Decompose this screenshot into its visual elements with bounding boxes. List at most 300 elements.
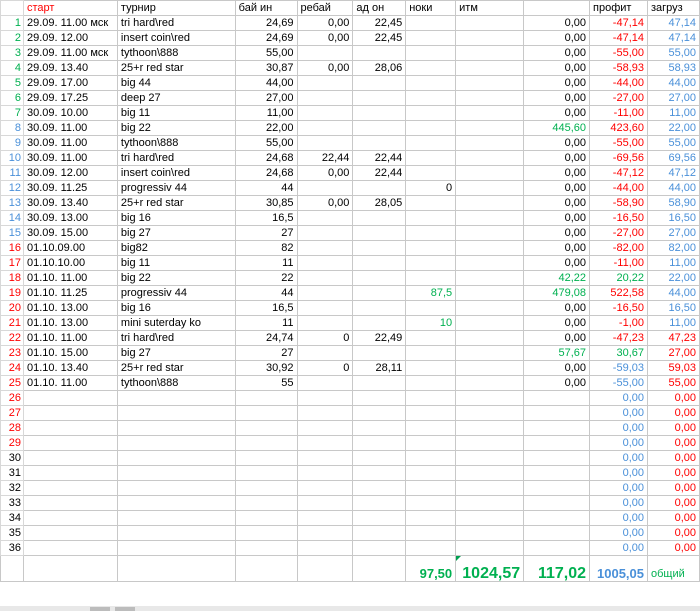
cell-noki[interactable] <box>406 361 456 376</box>
cell-zagruz[interactable]: 69,56 <box>648 151 700 166</box>
cell-addon[interactable]: 28,05 <box>353 196 406 211</box>
cell-spacer[interactable] <box>456 541 524 556</box>
row-number[interactable]: 7 <box>1 106 24 121</box>
cell-rebuy[interactable] <box>297 286 353 301</box>
cell-profit[interactable]: -47,23 <box>590 331 648 346</box>
totals-empty-buyin[interactable] <box>235 556 297 582</box>
cell-buyin[interactable]: 44 <box>235 181 297 196</box>
cell-spacer[interactable] <box>456 76 524 91</box>
cell-rebuy[interactable] <box>297 301 353 316</box>
cell-addon[interactable] <box>353 436 406 451</box>
header-buyin[interactable]: бай ин <box>235 1 297 16</box>
cell-buyin[interactable]: 24,68 <box>235 151 297 166</box>
row-number[interactable]: 4 <box>1 61 24 76</box>
row-number[interactable]: 12 <box>1 181 24 196</box>
cell-noki[interactable] <box>406 166 456 181</box>
cell-itm[interactable]: 0,00 <box>524 91 590 106</box>
cell-spacer[interactable] <box>456 496 524 511</box>
cell-rebuy[interactable]: 0,00 <box>297 166 353 181</box>
cell-itm[interactable]: 57,67 <box>524 346 590 361</box>
cell-start[interactable] <box>23 541 117 556</box>
cell-tour[interactable]: big 27 <box>117 226 235 241</box>
cell-itm[interactable]: 0,00 <box>524 46 590 61</box>
cell-addon[interactable] <box>353 421 406 436</box>
cell-tour[interactable]: big 44 <box>117 76 235 91</box>
cell-zagruz[interactable]: 82,00 <box>648 241 700 256</box>
cell-zagruz[interactable]: 47,12 <box>648 166 700 181</box>
cell-tour[interactable] <box>117 496 235 511</box>
cell-zagruz[interactable]: 0,00 <box>648 481 700 496</box>
header-start[interactable]: старт <box>23 1 117 16</box>
row-number[interactable]: 35 <box>1 526 24 541</box>
cell-itm[interactable]: 0,00 <box>524 166 590 181</box>
cell-zagruz[interactable]: 27,00 <box>648 346 700 361</box>
cell-start[interactable]: 30.09. 11.25 <box>23 181 117 196</box>
cell-zagruz[interactable]: 0,00 <box>648 436 700 451</box>
cell-buyin[interactable]: 24,68 <box>235 166 297 181</box>
cell-zagruz[interactable]: 0,00 <box>648 406 700 421</box>
row-number[interactable]: 24 <box>1 361 24 376</box>
cell-itm[interactable] <box>524 526 590 541</box>
cell-tour[interactable] <box>117 466 235 481</box>
cell-spacer[interactable] <box>456 301 524 316</box>
cell-rebuy[interactable] <box>297 376 353 391</box>
cell-start[interactable]: 01.10. 11.00 <box>23 331 117 346</box>
cell-buyin[interactable]: 55,00 <box>235 136 297 151</box>
cell-zagruz[interactable]: 58,90 <box>648 196 700 211</box>
cell-rebuy[interactable] <box>297 136 353 151</box>
cell-tour[interactable]: deep 27 <box>117 91 235 106</box>
header-itm[interactable]: итм <box>456 1 524 16</box>
cell-start[interactable]: 29.09. 11.00 мск <box>23 16 117 31</box>
cell-tour[interactable]: tri hard\red <box>117 16 235 31</box>
cell-addon[interactable] <box>353 511 406 526</box>
cell-rebuy[interactable]: 0 <box>297 331 353 346</box>
cell-buyin[interactable] <box>235 526 297 541</box>
cell-profit[interactable]: 0,00 <box>590 391 648 406</box>
cell-addon[interactable]: 28,06 <box>353 61 406 76</box>
cell-profit[interactable]: -27,00 <box>590 226 648 241</box>
cell-zagruz[interactable]: 44,00 <box>648 181 700 196</box>
cell-itm[interactable] <box>524 436 590 451</box>
cell-zagruz[interactable]: 55,00 <box>648 376 700 391</box>
cell-noki[interactable] <box>406 226 456 241</box>
cell-tour[interactable] <box>117 511 235 526</box>
row-number[interactable]: 21 <box>1 316 24 331</box>
cell-buyin[interactable]: 55,00 <box>235 46 297 61</box>
header-spacer[interactable] <box>524 1 590 16</box>
cell-noki[interactable] <box>406 481 456 496</box>
cell-start[interactable]: 30.09. 10.00 <box>23 106 117 121</box>
cell-rebuy[interactable] <box>297 391 353 406</box>
cell-spacer[interactable] <box>456 316 524 331</box>
cell-spacer[interactable] <box>456 406 524 421</box>
cell-profit[interactable]: -55,00 <box>590 376 648 391</box>
cell-itm[interactable] <box>524 406 590 421</box>
cell-itm[interactable]: 0,00 <box>524 181 590 196</box>
cell-buyin[interactable]: 16,5 <box>235 211 297 226</box>
cell-itm[interactable]: 0,00 <box>524 211 590 226</box>
cell-buyin[interactable]: 22 <box>235 271 297 286</box>
cell-profit[interactable]: -11,00 <box>590 106 648 121</box>
cell-addon[interactable]: 22,45 <box>353 31 406 46</box>
cell-spacer[interactable] <box>456 376 524 391</box>
cell-tour[interactable]: tythoon\888 <box>117 376 235 391</box>
cell-rebuy[interactable] <box>297 211 353 226</box>
cell-addon[interactable] <box>353 121 406 136</box>
cell-tour[interactable] <box>117 391 235 406</box>
row-number[interactable]: 32 <box>1 481 24 496</box>
cell-tour[interactable]: big 22 <box>117 121 235 136</box>
cell-zagruz[interactable]: 58,93 <box>648 61 700 76</box>
cell-spacer[interactable] <box>456 91 524 106</box>
row-number[interactable]: 15 <box>1 226 24 241</box>
row-number[interactable]: 5 <box>1 76 24 91</box>
cell-noki[interactable] <box>406 61 456 76</box>
cell-itm[interactable]: 0,00 <box>524 196 590 211</box>
cell-buyin[interactable]: 30,92 <box>235 361 297 376</box>
cell-start[interactable]: 30.09. 13.00 <box>23 211 117 226</box>
cell-addon[interactable]: 22,44 <box>353 151 406 166</box>
cell-buyin[interactable]: 27 <box>235 226 297 241</box>
cell-zagruz[interactable]: 0,00 <box>648 421 700 436</box>
cell-rebuy[interactable]: 0,00 <box>297 61 353 76</box>
cell-rebuy[interactable] <box>297 271 353 286</box>
cell-zagruz[interactable]: 22,00 <box>648 121 700 136</box>
cell-tour[interactable] <box>117 526 235 541</box>
cell-noki[interactable] <box>406 526 456 541</box>
cell-profit[interactable]: -47,12 <box>590 166 648 181</box>
cell-zagruz[interactable]: 44,00 <box>648 76 700 91</box>
cell-zagruz[interactable]: 44,00 <box>648 286 700 301</box>
cell-start[interactable]: 29.09. 17.00 <box>23 76 117 91</box>
row-number[interactable]: 19 <box>1 286 24 301</box>
cell-addon[interactable] <box>353 541 406 556</box>
cell-spacer[interactable] <box>456 481 524 496</box>
cell-addon[interactable] <box>353 46 406 61</box>
cell-rebuy[interactable] <box>297 406 353 421</box>
cell-spacer[interactable] <box>456 331 524 346</box>
cell-profit[interactable]: -58,93 <box>590 61 648 76</box>
totals-empty-addon[interactable] <box>353 556 406 582</box>
cell-rebuy[interactable] <box>297 496 353 511</box>
cell-profit[interactable]: -47,14 <box>590 31 648 46</box>
cell-tour[interactable]: big 22 <box>117 271 235 286</box>
cell-addon[interactable] <box>353 466 406 481</box>
cell-addon[interactable] <box>353 496 406 511</box>
cell-rebuy[interactable]: 22,44 <box>297 151 353 166</box>
cell-tour[interactable]: tri hard\red <box>117 331 235 346</box>
cell-profit[interactable]: 0,00 <box>590 481 648 496</box>
cell-rebuy[interactable] <box>297 256 353 271</box>
cell-rebuy[interactable] <box>297 121 353 136</box>
cell-tour[interactable]: 25+r red star <box>117 196 235 211</box>
cell-buyin[interactable] <box>235 391 297 406</box>
cell-buyin[interactable]: 30,87 <box>235 61 297 76</box>
cell-noki[interactable] <box>406 151 456 166</box>
cell-zagruz[interactable]: 55,00 <box>648 46 700 61</box>
cell-profit[interactable]: -11,00 <box>590 256 648 271</box>
cell-rebuy[interactable] <box>297 181 353 196</box>
cell-noki[interactable] <box>406 196 456 211</box>
cell-itm[interactable] <box>524 496 590 511</box>
cell-buyin[interactable]: 82 <box>235 241 297 256</box>
cell-zagruz[interactable]: 0,00 <box>648 511 700 526</box>
cell-profit[interactable]: 0,00 <box>590 406 648 421</box>
cell-addon[interactable]: 22,45 <box>353 16 406 31</box>
cell-profit[interactable]: 0,00 <box>590 511 648 526</box>
cell-spacer[interactable] <box>456 241 524 256</box>
header-noki[interactable]: ноки <box>406 1 456 16</box>
cell-profit[interactable]: -69,56 <box>590 151 648 166</box>
cell-start[interactable] <box>23 511 117 526</box>
cell-profit[interactable]: -55,00 <box>590 46 648 61</box>
cell-noki[interactable]: 87,5 <box>406 286 456 301</box>
row-number[interactable]: 3 <box>1 46 24 61</box>
cell-buyin[interactable]: 55 <box>235 376 297 391</box>
cell-addon[interactable] <box>353 241 406 256</box>
cell-tour[interactable]: 25+r red star <box>117 61 235 76</box>
cell-start[interactable]: 29.09. 12.00 <box>23 31 117 46</box>
cell-noki[interactable] <box>406 496 456 511</box>
cell-itm[interactable]: 0,00 <box>524 256 590 271</box>
cell-buyin[interactable] <box>235 451 297 466</box>
cell-itm[interactable]: 0,00 <box>524 31 590 46</box>
cell-noki[interactable] <box>406 421 456 436</box>
cell-addon[interactable]: 28,11 <box>353 361 406 376</box>
cell-itm[interactable]: 0,00 <box>524 16 590 31</box>
cell-profit[interactable]: 20,22 <box>590 271 648 286</box>
row-number[interactable]: 28 <box>1 421 24 436</box>
cell-addon[interactable] <box>353 76 406 91</box>
cell-start[interactable] <box>23 466 117 481</box>
cell-noki[interactable] <box>406 376 456 391</box>
cell-profit[interactable]: 0,00 <box>590 466 648 481</box>
cell-profit[interactable]: -1,00 <box>590 316 648 331</box>
totals-empty-start[interactable] <box>23 556 117 582</box>
cell-profit[interactable]: 0,00 <box>590 541 648 556</box>
cell-start[interactable]: 30.09. 11.00 <box>23 121 117 136</box>
cell-rebuy[interactable] <box>297 76 353 91</box>
cell-addon[interactable] <box>353 271 406 286</box>
cell-addon[interactable]: 22,49 <box>353 331 406 346</box>
cell-addon[interactable] <box>353 256 406 271</box>
cell-start[interactable]: 01.10.09.00 <box>23 241 117 256</box>
cell-addon[interactable] <box>353 526 406 541</box>
cell-buyin[interactable] <box>235 466 297 481</box>
row-number[interactable]: 18 <box>1 271 24 286</box>
totals-empty-rebuy[interactable] <box>297 556 353 582</box>
cell-tour[interactable] <box>117 451 235 466</box>
cell-tour[interactable]: big 11 <box>117 256 235 271</box>
cell-start[interactable]: 29.09. 11.00 мск <box>23 46 117 61</box>
cell-noki[interactable]: 0 <box>406 181 456 196</box>
row-number[interactable]: 20 <box>1 301 24 316</box>
cell-zagruz[interactable]: 0,00 <box>648 466 700 481</box>
row-number[interactable]: 26 <box>1 391 24 406</box>
cell-spacer[interactable] <box>456 196 524 211</box>
cell-noki[interactable] <box>406 301 456 316</box>
sheet-tab[interactable] <box>115 607 135 611</box>
cell-noki[interactable] <box>406 541 456 556</box>
cell-rebuy[interactable] <box>297 421 353 436</box>
cell-profit[interactable]: -58,90 <box>590 196 648 211</box>
cell-zagruz[interactable]: 27,00 <box>648 226 700 241</box>
cell-buyin[interactable]: 11 <box>235 256 297 271</box>
cell-profit[interactable]: -16,50 <box>590 301 648 316</box>
cell-buyin[interactable]: 11,00 <box>235 106 297 121</box>
cell-itm[interactable]: 0,00 <box>524 376 590 391</box>
cell-start[interactable]: 30.09. 13.40 <box>23 196 117 211</box>
cell-noki[interactable] <box>406 346 456 361</box>
cell-zagruz[interactable]: 55,00 <box>648 136 700 151</box>
cell-rebuy[interactable]: 0 <box>297 361 353 376</box>
cell-start[interactable]: 29.09. 13.40 <box>23 61 117 76</box>
cell-noki[interactable] <box>406 31 456 46</box>
cell-buyin[interactable] <box>235 436 297 451</box>
cell-buyin[interactable] <box>235 481 297 496</box>
cell-zagruz[interactable]: 0,00 <box>648 451 700 466</box>
cell-start[interactable] <box>23 406 117 421</box>
cell-itm[interactable]: 445,60 <box>524 121 590 136</box>
row-number[interactable]: 22 <box>1 331 24 346</box>
total-noki[interactable]: 97,50 <box>406 556 456 582</box>
cell-itm[interactable] <box>524 541 590 556</box>
cell-start[interactable]: 30.09. 15.00 <box>23 226 117 241</box>
cell-start[interactable]: 01.10. 15.00 <box>23 346 117 361</box>
cell-tour[interactable] <box>117 421 235 436</box>
cell-tour[interactable]: big82 <box>117 241 235 256</box>
cell-start[interactable]: 01.10. 13.00 <box>23 301 117 316</box>
sheet-tab[interactable] <box>90 607 110 611</box>
cell-buyin[interactable] <box>235 541 297 556</box>
cell-spacer[interactable] <box>456 346 524 361</box>
cell-spacer[interactable] <box>456 271 524 286</box>
cell-profit[interactable]: -55,00 <box>590 136 648 151</box>
cell-noki[interactable] <box>406 256 456 271</box>
cell-start[interactable]: 01.10. 11.25 <box>23 286 117 301</box>
cell-start[interactable] <box>23 526 117 541</box>
cell-zagruz[interactable]: 16,50 <box>648 211 700 226</box>
cell-buyin[interactable]: 24,69 <box>235 31 297 46</box>
header-tour[interactable]: турнир <box>117 1 235 16</box>
cell-rebuy[interactable] <box>297 466 353 481</box>
cell-spacer[interactable] <box>456 286 524 301</box>
row-number[interactable]: 30 <box>1 451 24 466</box>
cell-start[interactable]: 30.09. 11.00 <box>23 151 117 166</box>
cell-noki[interactable] <box>406 16 456 31</box>
cell-spacer[interactable] <box>456 256 524 271</box>
cell-itm[interactable]: 0,00 <box>524 316 590 331</box>
row-number[interactable]: 17 <box>1 256 24 271</box>
cell-zagruz[interactable]: 47,14 <box>648 16 700 31</box>
cell-itm[interactable] <box>524 391 590 406</box>
cell-spacer[interactable] <box>456 466 524 481</box>
cell-spacer[interactable] <box>456 136 524 151</box>
cell-rebuy[interactable] <box>297 526 353 541</box>
cell-start[interactable] <box>23 481 117 496</box>
cell-start[interactable]: 30.09. 11.00 <box>23 136 117 151</box>
cell-tour[interactable]: big 16 <box>117 211 235 226</box>
cell-profit[interactable]: 522,58 <box>590 286 648 301</box>
cell-noki[interactable] <box>406 211 456 226</box>
cell-spacer[interactable] <box>456 61 524 76</box>
cell-buyin[interactable]: 30,85 <box>235 196 297 211</box>
cell-zagruz[interactable]: 0,00 <box>648 496 700 511</box>
cell-tour[interactable]: mini suterday ko <box>117 316 235 331</box>
cell-spacer[interactable] <box>456 511 524 526</box>
cell-start[interactable]: 01.10. 11.00 <box>23 376 117 391</box>
cell-rebuy[interactable]: 0,00 <box>297 16 353 31</box>
cell-profit[interactable]: 423,60 <box>590 121 648 136</box>
row-number[interactable]: 1 <box>1 16 24 31</box>
cell-profit[interactable]: 0,00 <box>590 496 648 511</box>
cell-rebuy[interactable]: 0,00 <box>297 31 353 46</box>
header-zagruz[interactable]: загруз <box>648 1 700 16</box>
cell-spacer[interactable] <box>456 526 524 541</box>
cell-tour[interactable]: progressiv 44 <box>117 181 235 196</box>
cell-profit[interactable]: -16,50 <box>590 211 648 226</box>
cell-addon[interactable] <box>353 91 406 106</box>
cell-noki[interactable] <box>406 76 456 91</box>
cell-itm[interactable] <box>524 451 590 466</box>
cell-noki[interactable] <box>406 451 456 466</box>
cell-start[interactable] <box>23 496 117 511</box>
cell-spacer[interactable] <box>456 211 524 226</box>
cell-itm[interactable] <box>524 481 590 496</box>
cell-rebuy[interactable] <box>297 541 353 556</box>
cell-addon[interactable] <box>353 106 406 121</box>
cell-profit[interactable]: 30,67 <box>590 346 648 361</box>
row-number[interactable]: 27 <box>1 406 24 421</box>
cell-start[interactable] <box>23 436 117 451</box>
row-number-header[interactable] <box>1 1 24 16</box>
row-number[interactable]: 29 <box>1 436 24 451</box>
cell-spacer[interactable] <box>456 31 524 46</box>
cell-buyin[interactable] <box>235 511 297 526</box>
cell-tour[interactable]: 25+r red star <box>117 361 235 376</box>
cell-zagruz[interactable]: 22,00 <box>648 271 700 286</box>
cell-buyin[interactable]: 24,74 <box>235 331 297 346</box>
cell-addon[interactable] <box>353 301 406 316</box>
cell-spacer[interactable] <box>456 421 524 436</box>
cell-rebuy[interactable] <box>297 241 353 256</box>
row-number[interactable]: 31 <box>1 466 24 481</box>
row-number[interactable]: 33 <box>1 496 24 511</box>
cell-noki[interactable] <box>406 271 456 286</box>
cell-noki[interactable] <box>406 136 456 151</box>
cell-buyin[interactable]: 22,00 <box>235 121 297 136</box>
total-zagruz[interactable]: 1005,05 <box>590 556 648 582</box>
row-number[interactable]: 10 <box>1 151 24 166</box>
cell-tour[interactable]: tythoon\888 <box>117 136 235 151</box>
cell-noki[interactable] <box>406 406 456 421</box>
row-number[interactable]: 36 <box>1 541 24 556</box>
cell-itm[interactable]: 0,00 <box>524 241 590 256</box>
cell-rebuy[interactable]: 0,00 <box>297 196 353 211</box>
header-addon[interactable]: ад он <box>353 1 406 16</box>
cell-tour[interactable] <box>117 541 235 556</box>
cell-itm[interactable]: 479,08 <box>524 286 590 301</box>
cell-zagruz[interactable]: 59,03 <box>648 361 700 376</box>
cell-spacer[interactable] <box>456 226 524 241</box>
cell-rebuy[interactable] <box>297 46 353 61</box>
total-label[interactable]: общий <box>648 556 700 582</box>
cell-itm[interactable]: 0,00 <box>524 106 590 121</box>
cell-buyin[interactable] <box>235 496 297 511</box>
cell-zagruz[interactable]: 0,00 <box>648 526 700 541</box>
header-rebuy[interactable]: ребай <box>297 1 353 16</box>
